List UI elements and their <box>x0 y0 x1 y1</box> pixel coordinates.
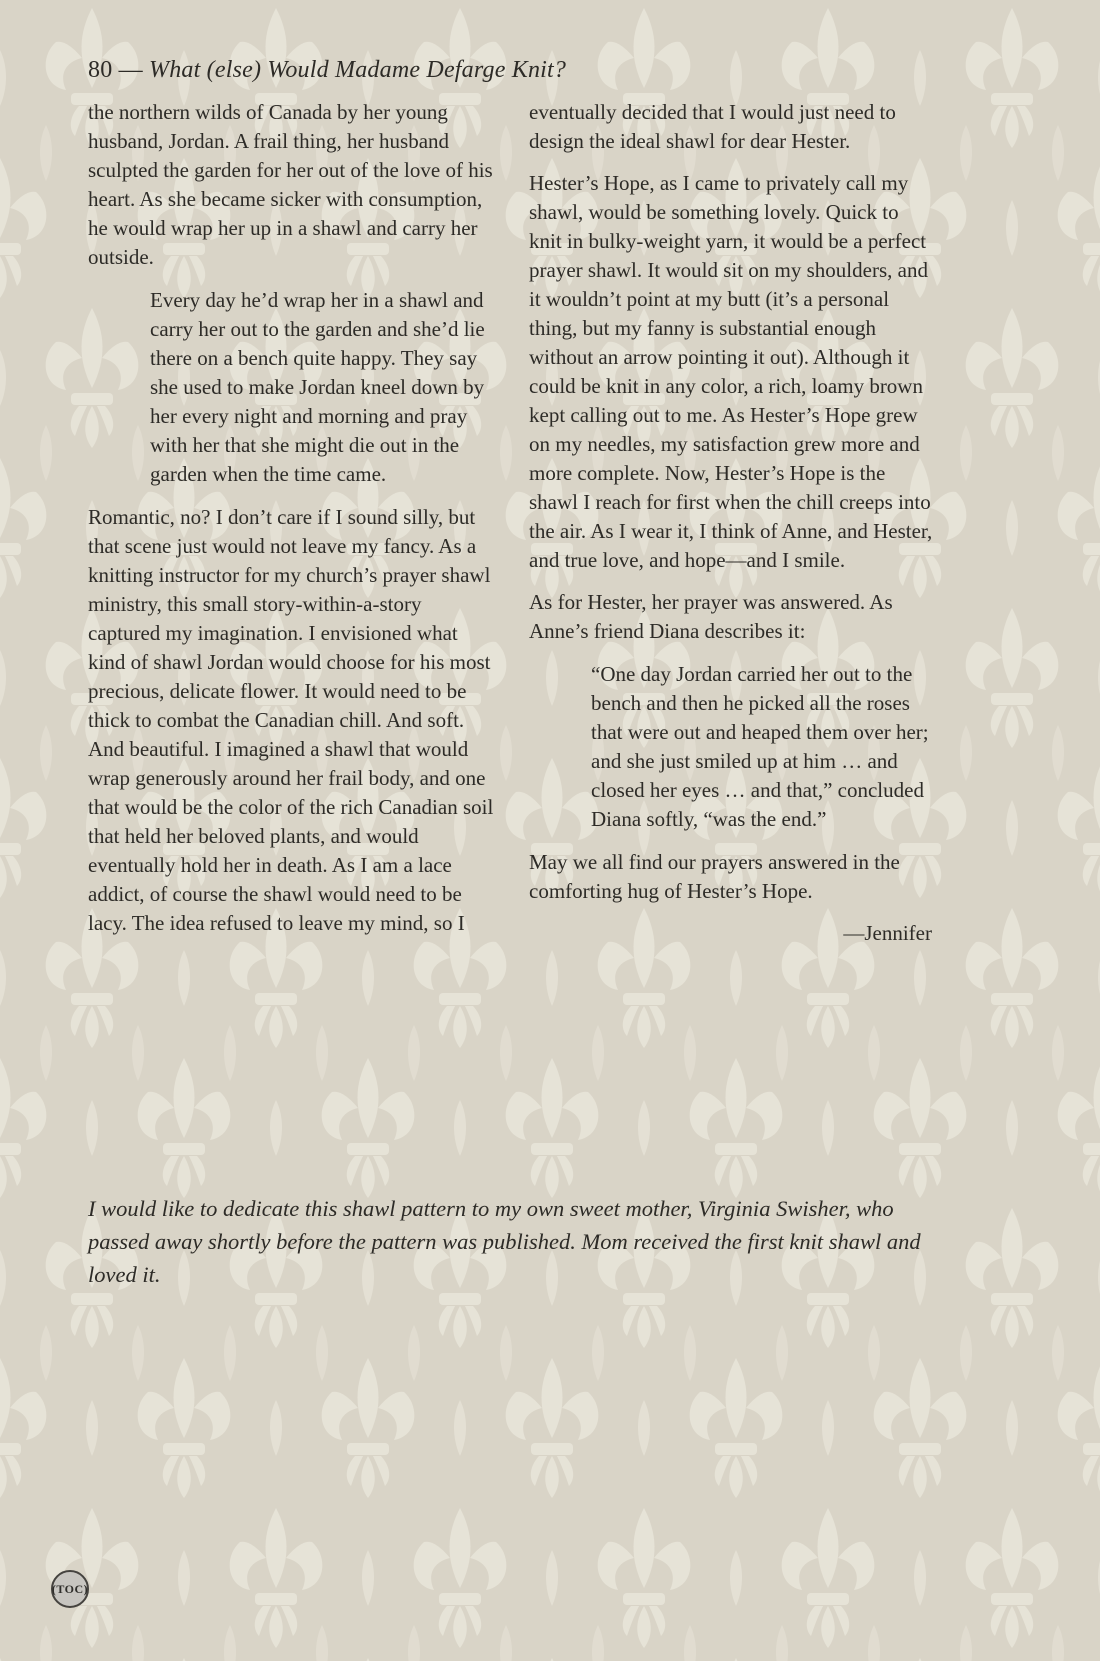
header-separator: — <box>112 57 150 83</box>
author-signature: —Jennifer <box>843 921 932 945</box>
paragraph: May we all find our prayers answered in the comforting hug of Hester’s Hope. <box>529 850 900 903</box>
paragraph: the northern wilds of Canada by her young husband, Jordan. A frail thing, her husband sculpted the garden for her out of the love of his heart. As she became sicker with consumption, he would wrap her up in a shawl and carry her outside. <box>88 100 493 269</box>
paragraph: Romantic, no? I don’t care if I sound silly, but that scene just would not leave my fancy. As a knitting instructor for my church’s prayer shawl ministry, this small story-within-a-story captured my imagination. I envisioned what kind of shawl Jordan would choose for his most precious, delicate flower. It would need to be thick to combat the Canadian chill. And soft. And beautiful. I imagined a shawl that would wrap generously around her frail body, and one that would be the color of the rich Canadian soil that held her beloved plants, and would eventually hold her in death. As I am a lace addict, of course the shawl would need to be lacy. The idea refused to leave my mind, so I <box>88 505 494 935</box>
dedication-text: I would like to dedicate this shawl pattern to my own sweet mother, Virginia Swisher, who passed away shortly before the pattern was published. Mom received the first knit shawl and loved it. <box>88 1196 921 1287</box>
two-column-text <box>88 98 936 951</box>
page-number: 80 <box>88 57 113 83</box>
block-quote: “One day Jordan carried her out to the bench and then he picked all the roses that were out and heaped them over her; and she just smiled up at him … and closed her eyes … and that,” concluded Diana softly, “was the end.” <box>591 662 929 831</box>
toc-ornament-right: ) <box>83 1582 89 1596</box>
toc-ornament-left: ( <box>51 1582 57 1596</box>
paragraph: Hester’s Hope, as I came to privately call my shawl, would be something lovely. Quick to knit in bulky-weight yarn, it would be a perfect prayer shawl. It would sit on my shoulders, and it wouldn’t point at my butt (it’s a personal thing, but my fanny is substantial enough without an arrow pointing it out). Although it could be knit in any color, a rich, loamy brown kept calling out to me. As Hester’s Hope grew on my needles, my satisfaction grew more and more complete. Now, Hester’s Hope is the shawl I reach for first when the chill creeps into the air. As I wear it, I think of Anne, and Hester, and true love, and hope—and I smile. <box>529 171 933 572</box>
page-header <box>88 57 566 84</box>
block-quote: Every day he’d wrap her in a shawl and carry her out to the garden and she’d lie there on a bench quite happy. They say she used to make Jordan kneel down by her every night and morning and pray with her that she might die out in the garden when the time came. <box>150 288 485 486</box>
paragraph: eventually decided that I would just need to design the ideal shawl for dear Hester. <box>529 100 896 153</box>
left-column <box>88 98 495 951</box>
right-column <box>529 98 936 951</box>
paragraph: As for Hester, her prayer was answered. As Anne’s friend Diana describes it: <box>529 590 893 643</box>
book-title: What (else) Would Madame Defarge Knit? <box>149 57 567 83</box>
toc-button-label: TOC <box>56 1582 84 1596</box>
toc-button[interactable] <box>51 1570 89 1608</box>
